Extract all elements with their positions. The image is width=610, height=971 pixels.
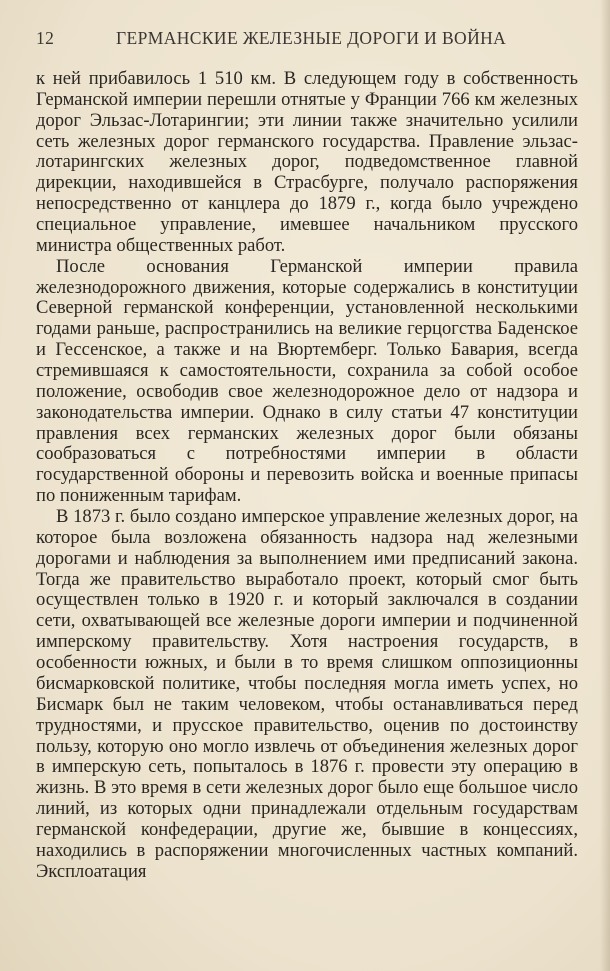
paragraph-3: В 1873 г. было создано имперское управление железных дорог, на которое была возложена обязанность надзора над железными дорогами и наблюдения за выполнением ими предписаний закона. Тогда же правительство выработало проект, который смог быть осуществлен только в 1920 г. и который заключался в создании сети, охватывающей все железные дороги империи и подчиненной имперскому правительству. Хотя настроения государств, в особенности южных, и были в то время слишком оппозиционны бисмарковской политике, чтобы последняя могла иметь успех, но Бисмарк был не таким человеком, чтобы останавливаться перед трудностями, и прусское правительство, оценив по достоинству пользу, которую оно могло извлечь от объединения железных дорог в имперскую сеть, попыталось в 1876 г. провести эту операцию в жизнь. В это время в сети железных дорог было еще большое число линий, из которых одни принадлежали отдельным государствам германской конфедерации, другие же, бывшие в концессиях, находились в распоряжении многочисленных частных компаний. Эксплоатация bbox=[36, 506, 578, 882]
page-number: 12 bbox=[36, 28, 55, 48]
paragraph-1: к ней прибавилось 1 510 км. В следующем году в собственность Германской империи перешли отнятые у Франции 766 км железных дорог Эльзас-Лотарингии; эти линии также значительно усилили сеть железных дорог германского государства. Правление эльзас-лотарингских железных дорог, подведомственное главной дирекции, находившейся в Страсбурге, получало распоряжения непосредственно от канцлера до 1879 г., когда было учреждено специальное управление, имевшее начальником прусского министра общественных работ. bbox=[36, 68, 578, 256]
running-title: ГЕРМАНСКИЕ ЖЕЛЕЗНЫЕ ДОРОГИ И ВОЙНА bbox=[116, 28, 507, 48]
page-edge-shadow bbox=[600, 0, 610, 971]
body-text bbox=[36, 69, 578, 883]
running-head bbox=[36, 28, 574, 54]
paragraph-2: После основания Германской империи правила железнодорожного движения, которые содержались в конституции Северной германской конференции, установленной несколькими годами раньше, распространились на великие герцогства Баденское и Гессенское, а также и на Вюртемберг. Только Бавария, всегда стремившаяся к самостоятельности, сохранила за собой особое положение, освободив свое железнодорожное дело от надзора и законодательства империи. Однако в силу статьи 47 конституции правления всех германских железных дорог были обязаны сообразоваться с потребностями империи в области государственной обороны и перевозить войска и военные припасы по пониженным тарифам. bbox=[36, 255, 578, 507]
